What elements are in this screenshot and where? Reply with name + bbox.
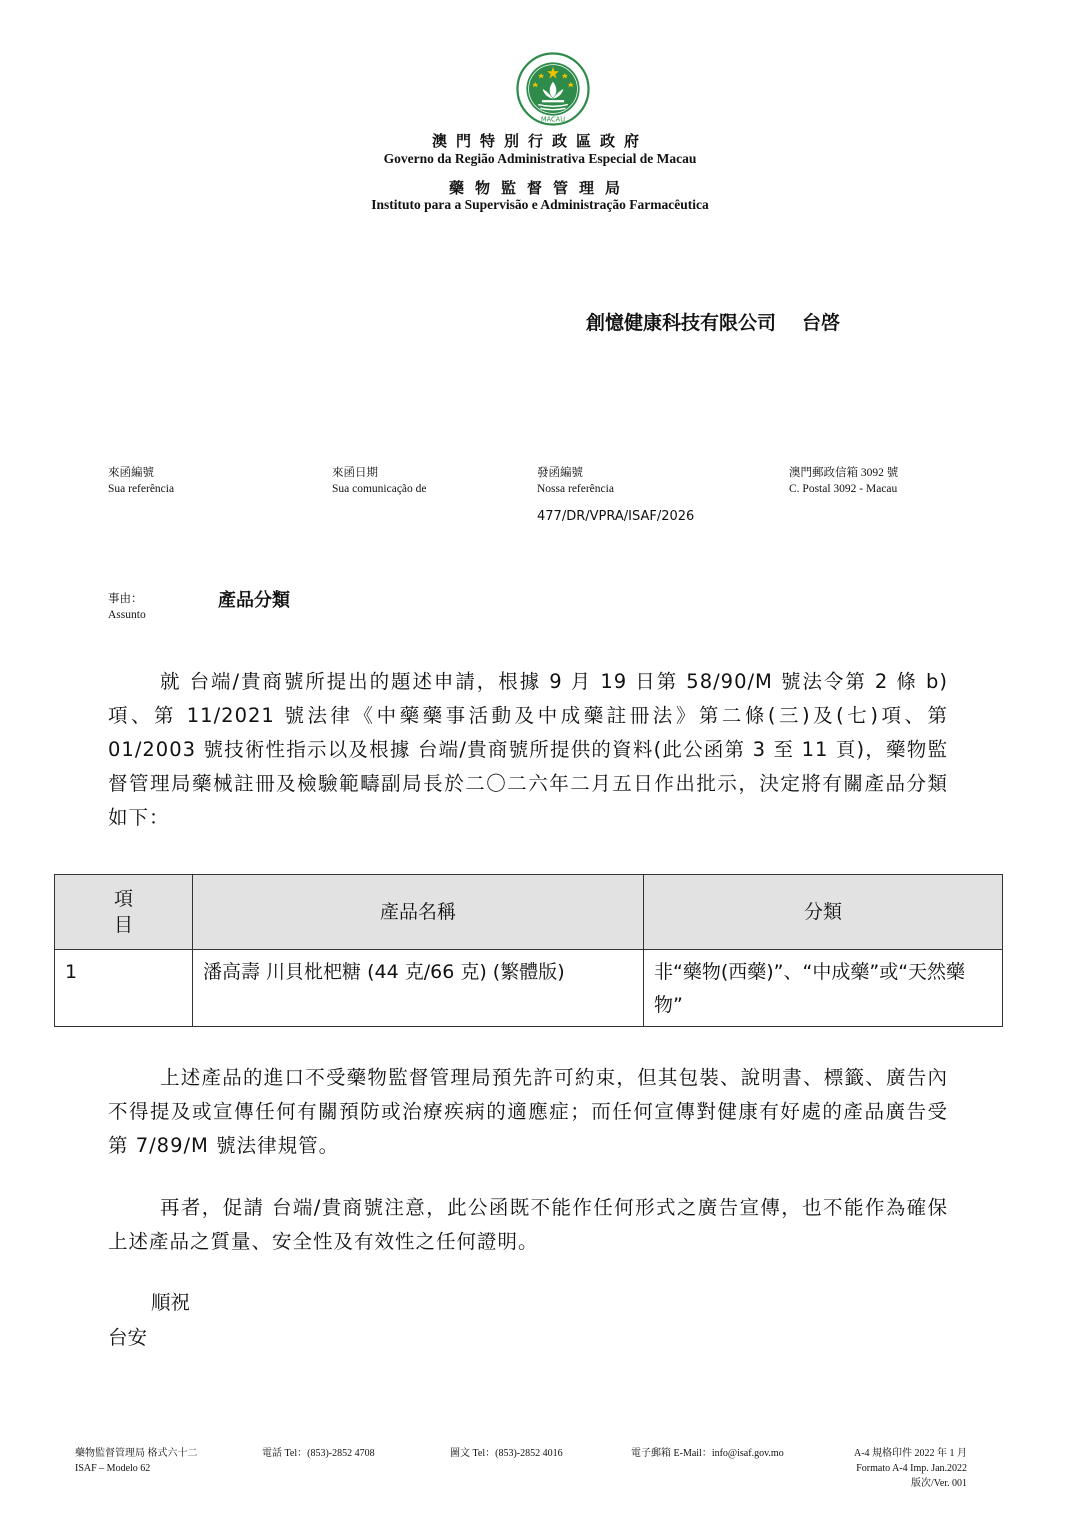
- footer-model-zh: 藥物監督管理局 格式六十二: [75, 1448, 198, 1459]
- ref-label-pt: Sua referência: [108, 483, 175, 495]
- ref-your-reference: [108, 465, 174, 497]
- table-cell-product-name: 潘高壽 川貝枇杷糖 (44 克/66 克) (繁體版): [193, 950, 644, 1027]
- ref-label-pt: Sua comunicação de: [332, 483, 427, 495]
- ref-label-pt: Nossa referência: [537, 483, 614, 495]
- footer-fax: 圖文 Tel：(853)-2852 4016: [450, 1448, 563, 1459]
- ref-label-pt: C. Postal 3092 - Macau: [789, 483, 898, 495]
- subject-label: [108, 591, 146, 623]
- government-name-chinese: 澳門特別行政區政府: [431, 134, 648, 150]
- ref-label-zh: 來函日期: [332, 467, 378, 479]
- table-cell-classification: 非“藥物(西藥)”、“中成藥”或“天然藥物”: [644, 950, 1003, 1027]
- header-item-line-2: 目: [113, 914, 133, 936]
- svg-text:MACAU: MACAU: [540, 115, 566, 124]
- closing-salutation: 順祝: [151, 1291, 191, 1314]
- product-classification-table: [54, 874, 1003, 1027]
- recipient-honorific: 台啓: [802, 312, 841, 334]
- government-name-portuguese: Governo da Região Administrativa Especial de Macau: [383, 151, 697, 166]
- ref-your-communication: [332, 465, 427, 497]
- ref-label-zh: 來函編號: [108, 467, 154, 479]
- ref-postal-box: [789, 465, 898, 497]
- footer-model-pt: ISAF – Modelo 62: [75, 1463, 151, 1474]
- subject-label-zh: 事由：: [108, 593, 143, 605]
- ref-label-zh: 澳門郵政信箱 3092 號: [789, 467, 899, 479]
- table-header-row: [55, 875, 1003, 950]
- our-reference-number: 477/DR/VPRA/ISAF/2026: [537, 509, 695, 524]
- institute-name-portuguese: Instituto para a Supervisão e Administração Farmacêutica: [371, 197, 709, 212]
- macau-sar-emblem-icon: [516, 52, 590, 126]
- footer-format-zh: A-4 規格印件 2022 年 1 月: [854, 1448, 968, 1459]
- subject-label-pt: Assunto: [108, 609, 146, 621]
- footer-model: [75, 1446, 198, 1476]
- footer-telephone: 電話 Tel：(853)-2852 4708: [262, 1448, 375, 1459]
- body-paragraph-1: 就 台端/貴商號所提出的題述申請，根據 9 月 19 日第 58/90/M 號法令第 2 條 b)項、第 11/2021 號法律《中藥藥事活動及中成藥註冊法》第二條(三)及(七)項、第 01/2003 號技術性指示以及根據 台端/貴商號所提供的資料(此公函第 3 至 11 頁)，藥物監督管理局藥械註冊及檢驗範疇副局長於二〇二六年二月五日作出批示，決定將有關產品分類如下：: [108, 670, 948, 829]
- footer-version: 版次/Ver. 001: [910, 1478, 968, 1489]
- table-row: [55, 950, 1003, 1027]
- closing-greeting: 台安: [108, 1326, 148, 1349]
- header-item-line-1: 項: [113, 888, 133, 910]
- table-header-classification: 分類: [644, 875, 1003, 950]
- table-header-item: [55, 875, 193, 950]
- table-header-product-name: 產品名稱: [193, 875, 644, 950]
- ref-label-zh: 發函編號: [537, 467, 583, 479]
- table-cell-item: 1: [55, 950, 193, 1027]
- body-paragraph-3: 再者，促請 台端/貴商號注意，此公函既不能作任何形式之廣告宣傳，也不能作為確保上述產品之質量、安全性及有效性之任何證明。: [108, 1196, 948, 1253]
- footer-format-pt: Formato A-4 Imp. Jan.2022: [856, 1463, 968, 1474]
- ref-our-reference: [537, 465, 614, 497]
- footer-email: 電子郵箱 E-Mail：info@isaf.gov.mo: [631, 1448, 784, 1459]
- institute-name-chinese: 藥物監督管理局: [448, 181, 631, 197]
- body-paragraph-2: 上述產品的進口不受藥物監督管理局預先許可約束，但其包裝、說明書、標籤、廣告內不得提及或宣傳任何有關預防或治療疾病的適應症；而任何宣傳對健康有好處的產品廣告受第 7/89/M 號法律規管。: [108, 1066, 948, 1157]
- recipient-name: 創憶健康科技有限公司: [586, 312, 777, 334]
- subject-title: 產品分類: [218, 590, 290, 611]
- recipient: [586, 308, 840, 335]
- footer-format: [854, 1446, 967, 1491]
